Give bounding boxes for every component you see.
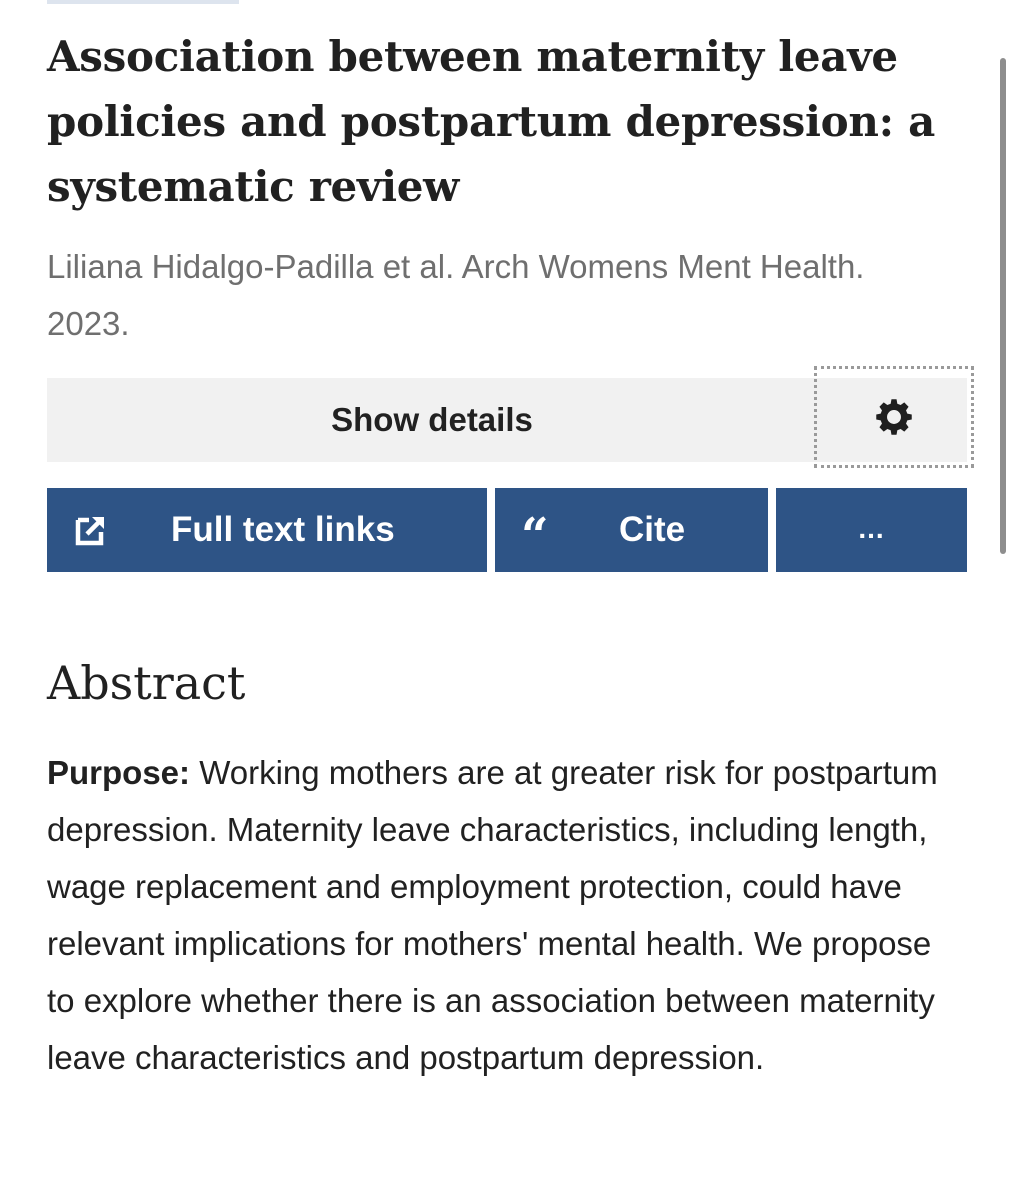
purpose-label: Purpose: <box>47 754 191 791</box>
full-text-links-button[interactable] <box>47 488 487 572</box>
external-link-icon <box>75 514 107 546</box>
full-text-links-label: Full text links <box>171 510 395 549</box>
show-details-button[interactable]: Show details <box>331 401 533 438</box>
abstract-purpose-paragraph <box>47 744 952 1086</box>
more-actions-label: ... <box>858 513 885 544</box>
cite-button[interactable] <box>495 488 768 572</box>
top-tab-indicator <box>47 0 239 4</box>
purpose-text: Working mothers are at greater risk for postpartum depression. Maternity leave characteristics, including length, wage replacement and employment protection, could have relevant implications for mothers' mental health. We propose to explore whether there is an association between maternity leave characteristics and postpartum depression. <box>47 754 938 1076</box>
more-actions-button[interactable] <box>776 488 967 572</box>
article-title: Association between maternity leave policies and postpartum depression: a systematic review <box>47 32 936 211</box>
article-citation: Liliana Hidalgo-Padilla et al. Arch Womens Ment Health. 2023. <box>47 248 865 342</box>
display-options-button[interactable] <box>814 366 974 468</box>
details-bar <box>47 378 967 462</box>
cite-label: Cite <box>619 510 686 549</box>
abstract-heading: Abstract <box>47 656 246 710</box>
quote-icon: “ <box>521 508 549 564</box>
gear-icon <box>875 398 913 436</box>
scrollbar[interactable] <box>1000 58 1006 554</box>
